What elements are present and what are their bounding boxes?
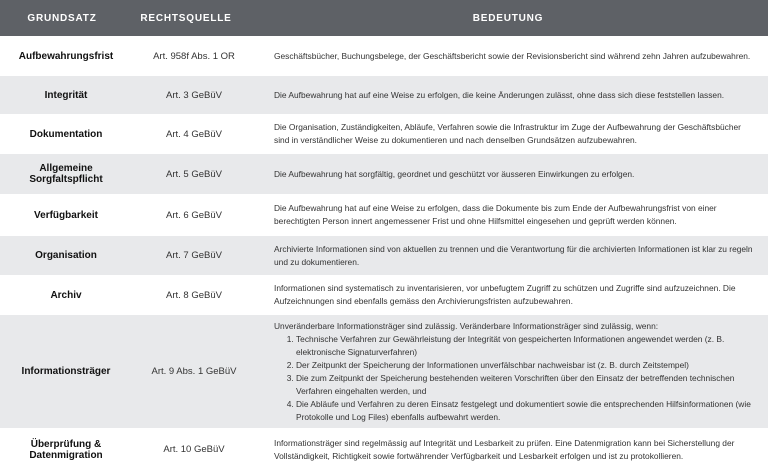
header-rechtsquelle: RECHTSQUELLE xyxy=(140,12,232,24)
row-rechtsquelle: Art. 8 GeBüV xyxy=(166,289,222,301)
table-row xyxy=(0,315,768,428)
header-grundsatz: GRUNDSATZ xyxy=(27,12,97,24)
list-item: 3. Die zum Zeitpunkt der Speicherung bestehenden weiteren Vorschriften über den Einsatz der betreffenden technischen Verfahren eingehalten werden, und xyxy=(296,372,758,398)
row-grundsatz: Dokumentation xyxy=(29,128,103,140)
row-bedeutung: Informationen sind systematisch zu inventarisieren, vor unbefugtem Zugriff zu schützen und Zugriffe sind aufzuzeichnen. Die Aufzeichnungen sind ebenfalls gemäss den Archivierungsfristen aufzubewahren. xyxy=(274,283,736,306)
row-bedeutung xyxy=(256,315,768,428)
row-bedeutung: Archivierte Informationen sind von aktuellen zu trennen und die Verantwortung für die archivierten Informationen ist klar zu regeln und zu dokumentieren. xyxy=(274,243,753,267)
row-grundsatz: Aufbewahrungsfrist xyxy=(18,50,114,62)
row-grundsatz: Überprüfung & Datenmigration xyxy=(29,438,103,461)
header-bedeutung: BEDEUTUNG xyxy=(472,12,544,24)
table-row xyxy=(0,76,768,114)
list-item: 2. Der Zeitpunkt der Speicherung der Informationen unverfälschbar nachweisbar ist (z. B. durch Zeitstempel) xyxy=(296,359,758,372)
table-row xyxy=(0,236,768,275)
table-row xyxy=(0,36,768,76)
table-row xyxy=(0,194,768,236)
row-bedeutung: Informationsträger sind regelmässig auf Integrität und Lesbarkeit zu prüfen. Eine Datenmigration kann bei Sicherstellung der Vollständigkeit, Richtigkeit sowie fortwährender Verfügbarkeit und Lesbarkeit erfolgen und ist zu protokollieren. xyxy=(274,437,735,461)
table-row xyxy=(0,114,768,154)
row-bedeutung: Die Aufbewahrung hat auf eine Weise zu erfolgen, dass die Dokumente bis zum Ende der Aufbewahrungsfrist von einer berechtigten Person innert angemessener Frist und ohne Hilfsmittel eingesehen und geprüft werden können. xyxy=(274,203,717,226)
table-header xyxy=(0,0,768,36)
row-grundsatz: Verfügbarkeit xyxy=(34,209,98,221)
row-bedeutung: Die Organisation, Zuständigkeiten, Abläufe, Verfahren sowie die Infrastruktur im Zuge der Aufbewahrung der Geschäftsbücher sind in verständlicher Weise zu dokumentieren und nach denselben Grundsätzen aufzubewahren. xyxy=(274,122,741,145)
row-bedeutung: Die Aufbewahrung hat auf eine Weise zu erfolgen, die keine Änderungen zulässt, ohne dass sich diese feststellen lassen. xyxy=(274,89,725,100)
row-grundsatz: Integrität xyxy=(44,89,88,101)
requirements-list xyxy=(274,333,758,424)
row-rechtsquelle: Art. 3 GeBüV xyxy=(166,89,222,101)
row-bedeutung-intro: Unveränderbare Informationsträger sind zulässig. Veränderbare Informationsträger sind zulässig, wenn: xyxy=(274,320,659,331)
row-rechtsquelle: Art. 7 GeBüV xyxy=(166,250,222,261)
row-rechtsquelle: Art. 4 GeBüV xyxy=(166,128,222,140)
row-rechtsquelle: Art. 958f Abs. 1 OR xyxy=(153,50,235,62)
row-rechtsquelle: Art. 6 GeBüV xyxy=(166,209,222,221)
row-grundsatz: Allgemeine Sorgfaltspflicht xyxy=(29,163,103,185)
list-item: 1. Technische Verfahren zur Gewährleistung der Integrität von gespeicherten Informationen angewendet werden (z. B. elektronische Signaturverfahren) xyxy=(296,333,758,359)
row-grundsatz: Organisation xyxy=(35,250,97,261)
row-bedeutung: Geschäftsbücher, Buchungsbelege, der Geschäftsbericht sowie der Revisionsbericht sind während zehn Jahren aufzubewahren. xyxy=(274,50,751,61)
table-row xyxy=(0,428,768,471)
row-bedeutung: Die Aufbewahrung hat sorgfältig, geordnet und geschützt vor äusseren Einwirkungen zu erfolgen. xyxy=(274,168,635,179)
row-grundsatz: Archiv xyxy=(50,289,82,301)
row-grundsatz: Informationsträger xyxy=(21,366,111,377)
row-rechtsquelle: Art. 9 Abs. 1 GeBüV xyxy=(151,366,237,377)
table-row xyxy=(0,154,768,194)
table-row xyxy=(0,275,768,315)
row-rechtsquelle: Art. 10 GeBüV xyxy=(163,444,225,455)
list-item: 4. Die Abläufe und Verfahren zu deren Einsatz festgelegt und dokumentiert sowie die entsprechenden Hilfsinformationen (wie Protokolle und Log Files) ebenfalls aufbewahrt werden. xyxy=(296,398,758,424)
row-rechtsquelle: Art. 5 GeBüV xyxy=(166,168,222,180)
